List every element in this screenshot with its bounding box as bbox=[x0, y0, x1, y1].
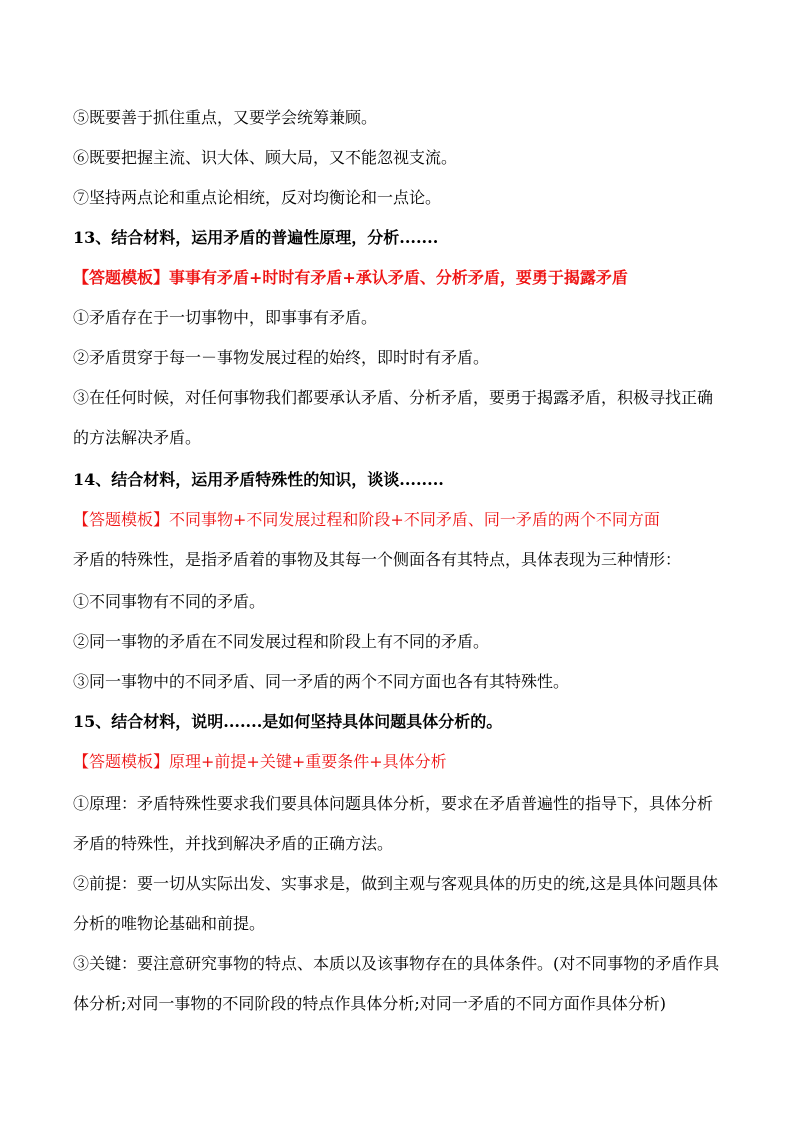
question-14-heading: 14、结合材料，运用矛盾特殊性的知识，谈谈........ bbox=[73, 470, 444, 489]
template-tag: 【答题模板】 bbox=[73, 752, 170, 771]
list-item: ⑥既要把握主流、识大体、顾大局，又不能忽视支流。 bbox=[73, 148, 458, 167]
list-item: ②同一事物的矛盾在不同发展过程和阶段上有不同的矛盾。 bbox=[73, 632, 490, 651]
list-item: ①矛盾存在于一切事物中，即事事有矛盾。 bbox=[73, 308, 378, 327]
template-tag: 【答题模板】 bbox=[73, 510, 170, 529]
question-15-heading: 15、结合材料，说明.......是如何坚持具体问题具体分析的。 bbox=[73, 712, 503, 731]
list-item: ③关键：要注意研究事物的特点、本质以及该事物存在的具体条件。(对不同事物的矛盾作具 bbox=[73, 954, 720, 973]
list-item: ②矛盾贯穿于每一－事物发展过程的始终，即时时有矛盾。 bbox=[73, 348, 490, 367]
list-item: ②前提：要一切从实际出发、实事求是，做到主观与客观具体的历史的统,这是具体问题具体 bbox=[73, 874, 719, 893]
question-13-template bbox=[73, 268, 740, 288]
list-item: ①原理：矛盾特殊性要求我们要具体问题具体分析，要求在矛盾普遍性的指导下，具体分析 bbox=[73, 794, 714, 813]
question-14-template bbox=[73, 510, 740, 530]
list-item-continuation: 分析的唯物论基础和前提。 bbox=[73, 914, 266, 933]
question-13-heading: 13、结合材料，运用矛盾的普遍性原理，分析....... bbox=[73, 228, 439, 247]
list-item: ①不同事物有不同的矛盾。 bbox=[73, 592, 266, 611]
template-text: 不同事物+不同发展过程和阶段+不同矛盾、同一矛盾的两个不同方面 bbox=[169, 510, 660, 529]
list-item-continuation: 矛盾的特殊性，并找到解决矛盾的正确方法。 bbox=[73, 834, 394, 853]
template-text: 原理+前提+关键+重要条件+具体分析 bbox=[169, 752, 447, 771]
question-14-intro: 矛盾的特殊性，是指矛盾着的事物及其每一个侧面各有其特点，具体表现为三种情形： bbox=[73, 550, 682, 569]
template-text: 事事有矛盾+时时有矛盾+承认矛盾、分析矛盾，要勇于揭露矛盾 bbox=[169, 268, 628, 287]
list-item: ③在任何时候，对任何事物我们都要承认矛盾、分析矛盾，要勇于揭露矛盾，积极寻找正确 bbox=[73, 388, 714, 407]
list-item: ③同一事物中的不同矛盾、同一矛盾的两个不同方面也各有其特殊性。 bbox=[73, 672, 570, 691]
template-tag: 【答题模板】 bbox=[73, 268, 170, 287]
list-item: ⑦坚持两点论和重点论相统，反对均衡论和一点论。 bbox=[73, 188, 442, 207]
list-item: ⑤既要善于抓住重点，又要学会统筹兼顾。 bbox=[73, 108, 378, 127]
question-15-template bbox=[73, 752, 740, 772]
list-item-continuation: 体分析;对同一事物的不同阶段的特点作具体分析;对同一矛盾的不同方面作具体分析) bbox=[73, 994, 667, 1013]
list-item-continuation: 的方法解决矛盾。 bbox=[73, 428, 202, 447]
